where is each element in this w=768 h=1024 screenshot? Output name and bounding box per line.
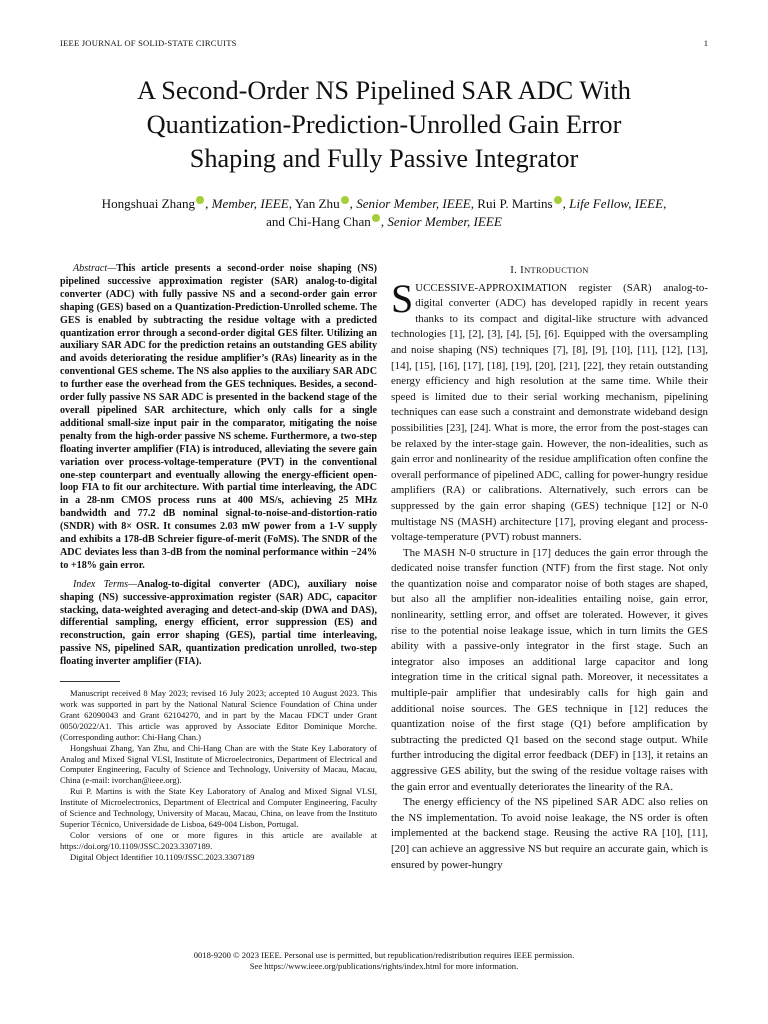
copyright-footer bbox=[60, 950, 708, 972]
copyright-line: 0018-9200 © 2023 IEEE. Personal use is permitted, but republication/redistribution requires IEEE permission. bbox=[193, 950, 575, 960]
page-number: 1 bbox=[703, 38, 708, 48]
author-name: Rui P. Martins bbox=[477, 196, 553, 211]
section-numeral: I. bbox=[510, 264, 521, 276]
right-column bbox=[391, 263, 708, 873]
orcid-icon[interactable] bbox=[341, 196, 349, 204]
paragraph-text: UCCESSIVE-APPROXIMATION register (SAR) analog-to-digital converter (ADC) has developed rapidly in recent years thanks to its compact and digital-like structure with advanced technologies [1], [2], [3], [4], [5], [6]. Equipped with the oversampling and noise shaping (NS) techniques [7], [8], [9], [10], [11], [12], [13], [14], [15], [16], [17], [18], [19], [20], [21], [22], they retain outstanding energy efficiency and high resolution at the same time. While their speed is limited due to their serial working mechanism, pipelining techniques can ease such a constraint and demonstrate wideband design possibilities [23], [24]. What is more, the error from the post-stages can be relaxed by the inter-stage gain. However, the non-idealities, such as gain error and nonlinearity of the residue amplification often confine the overall performance of pipelined ADC, calling for power-hungry residue amplifiers (RA) or calibrations. Alternatively, such errors can be suppressed by the gain error shaping (GES) technique [12] or N-0 multistage NS (MASH) architecture [17], proving elegant and process-voltage-temperature (PVT) robust manners. bbox=[391, 281, 709, 544]
author-name: Chi-Hang Chan bbox=[288, 214, 371, 229]
author-membership: Life Fellow, IEEE bbox=[569, 196, 664, 211]
author-row: and Chi-Hang Chan , Senior Member, IEEE bbox=[266, 214, 502, 229]
author-name: Yan Zhu bbox=[294, 196, 340, 211]
abstract bbox=[60, 263, 377, 573]
footnote: Digital Object Identifier 10.1109/JSSC.2023.3307189 bbox=[70, 851, 255, 862]
author-row: Hongshuai Zhang , Member, IEEE, Yan Zhu , Senior Member, IEEE, Rui P. Martins , Life Fellow, IEEE, bbox=[101, 196, 667, 211]
footnote-divider bbox=[60, 681, 120, 682]
index-terms-label: Index Terms— bbox=[73, 578, 138, 590]
index-terms-text: Analog-to-digital converter (ADC), auxiliary noise shaping (NS) successive-approximation register (SAR) ADC, capacitor stacking, data-weighted averaging and detect-and-skip (DWA and DAS), differential sampling, energy efficient, error suppression (ES) and reconstruction, gain error shaping (GES), partial time interleaving, passive NS, pipelined SAR, quantization predication unrolled, two-step floating inverter amplifier (FIA). bbox=[60, 578, 377, 668]
title-line: A Second-Order NS Pipelined SAR ADC With bbox=[137, 76, 631, 105]
orcid-icon[interactable] bbox=[554, 196, 562, 204]
author-prefix: and bbox=[266, 214, 289, 229]
drop-cap: S bbox=[391, 275, 414, 321]
author-list bbox=[60, 195, 708, 231]
author-membership: Senior Member, IEEE bbox=[356, 196, 471, 211]
footnote: Hongshuai Zhang, Yan Zhu, and Chi-Hang Chan are with the State Key Laboratory of Analog and Mixed Signal VLSI, Institute of Microelectronics, Department of Electrical and Computer Engineering, Faculty of Science and Technology, University of Macau, Macau, China (e-mail: ivorchan@ieee.org). bbox=[60, 742, 377, 786]
section-title-rest: NTRODUCTION bbox=[524, 265, 589, 275]
intro-paragraph bbox=[391, 275, 709, 546]
footnote: Color versions of one or more figures in this article are available at https://doi.org/10.1109/JSSC.2023.3307189. bbox=[60, 829, 377, 851]
rights-line: See https://www.ieee.org/publications/rights/index.html for more information. bbox=[249, 961, 519, 971]
paper-title bbox=[60, 74, 708, 176]
author-membership: Member, IEEE bbox=[211, 196, 289, 211]
abstract-label: Abstract— bbox=[73, 263, 117, 274]
section-initial: I bbox=[520, 264, 525, 276]
section-heading bbox=[391, 263, 708, 279]
index-terms bbox=[60, 579, 377, 669]
title-line: Quantization-Prediction-Unrolled Gain Error bbox=[146, 110, 622, 139]
intro-paragraph: The MASH N-0 structure in [17] deduces the gain error through the dedicated noise transfer function (NTF) from the first stage. Not only the quantization noise and comparator noise of both stages are shaped, but also all the amplifier non-idealities entailing noise, gain error, nonlinearity, settling error, and offset are tolerated. However, it gives rise to the potential noise leakage issue, which in turn limits the GES ability with a passive-only integrator in the first stage. Such an integrator also imposes an additional large capacitor and long integration time in the critical signal path. Moreover, it necessitates a multiple-pair amplifier that undesirably calls for high gain and additional noise sources. The GES technique in [12] reduces the quantization noise of the first stage (Q1) before amplification by subtracting the predicted Q1 based on the second stage output. While further introducing the digital error feedback (DEF) in [13], it retains an aggressive GES ability, but the swing of the residue voltage raises with the gain error and eventually deteriorates the linearity of the RA. bbox=[391, 546, 708, 793]
footnote: Manuscript received 8 May 2023; revised 16 July 2023; accepted 10 August 2023. This work was supported in part by the National Natural Science Foundation of China under Grant 62090043 and Grant 62104270, and in part by the Macau FDCT under Grant 0050/2022/A1. This article was approved by Associate Editor Dominique Morche. (Corresponding author: Chi-Hang Chan.) bbox=[60, 688, 377, 742]
footnote: Rui P. Martins is with the State Key Laboratory of Analog and Mixed Signal VLSI, Institute of Microelectronics, Department of Electrical and Computer Engineering, Faculty of Science and Technology, University of Macau, Macau, China, on leave from the Instituto Superior Técnico, Universidade de Lisboa, 649-004 Lisbon, Portugal. bbox=[60, 786, 377, 829]
intro-paragraph: The energy efficiency of the NS pipelined SAR ADC also relies on the NS implementation. To avoid noise leakage, the NS order is often implemented at the backend stage. Reusing the active RA [10], [11], [20] can achieve an aggressive NS but require an accurate gain, which is ensured by power-hungry bbox=[391, 796, 708, 871]
title-line: Shaping and Fully Passive Integrator bbox=[189, 144, 579, 173]
journal-header: IEEE JOURNAL OF SOLID-STATE CIRCUITS bbox=[60, 38, 237, 48]
author-membership: Senior Member, IEEE bbox=[387, 214, 502, 229]
left-column bbox=[60, 263, 377, 863]
orcid-icon[interactable] bbox=[372, 214, 380, 222]
abstract-text: This article presents a second-order noise shaping (NS) pipelined successive approximation register (SAR) analog-to-digital converter (ADC) with fully passive NS and a second-order gain error shaping (GES) based on a Quantization-Prediction-Unrolled scheme. The GES is enabled by subtracting the residue voltage with a predicted quantization error through a second-order digital GES filter. Utilizing an auxiliary SAR ADC for the prediction retains an outstanding GES ability and avoids deteriorating the residue amplifier’s (RAs) linearity as in the conventional GES scheme. The NS also applies to the auxiliary SAR ADC to further ease the overhead from the GES techniques. Besides, a second-order fully passive NS SAR ADC is presented in the backend stage of the overall pipelined SAR architecture, which only calls for a single additional small-size input pair in the comparator, mitigating the noise penalty from the high-order passive NS scheme. Furthermore, a two-step floating inverter amplifier (FIA) is introduced, alleviating the severe gain variation over process-voltage-temperature (PVT) in the conventional one-step counterpart and eventually allowing the energy-efficient open-loop FIA to fit our architecture. With partial time interleaving, the ADC in a 28-nm CMOS process runs at 400 MS/s, achieving 25 MHz bandwidth and 77.2 dB nominal signal-to-noise-and-distortion-ratio (SNDR) with 8× OSR. It consumes 2.03 mW power from a 1-V supply and exhibits a 178-dB Schreier figure-of-merit (FoMS). The SNDR of the ADC deviates less than 3-dB from the nominal performance within −24% to +18% gain error. bbox=[60, 263, 377, 571]
author-name: Hongshuai Zhang bbox=[101, 196, 196, 211]
orcid-icon[interactable] bbox=[196, 196, 204, 204]
